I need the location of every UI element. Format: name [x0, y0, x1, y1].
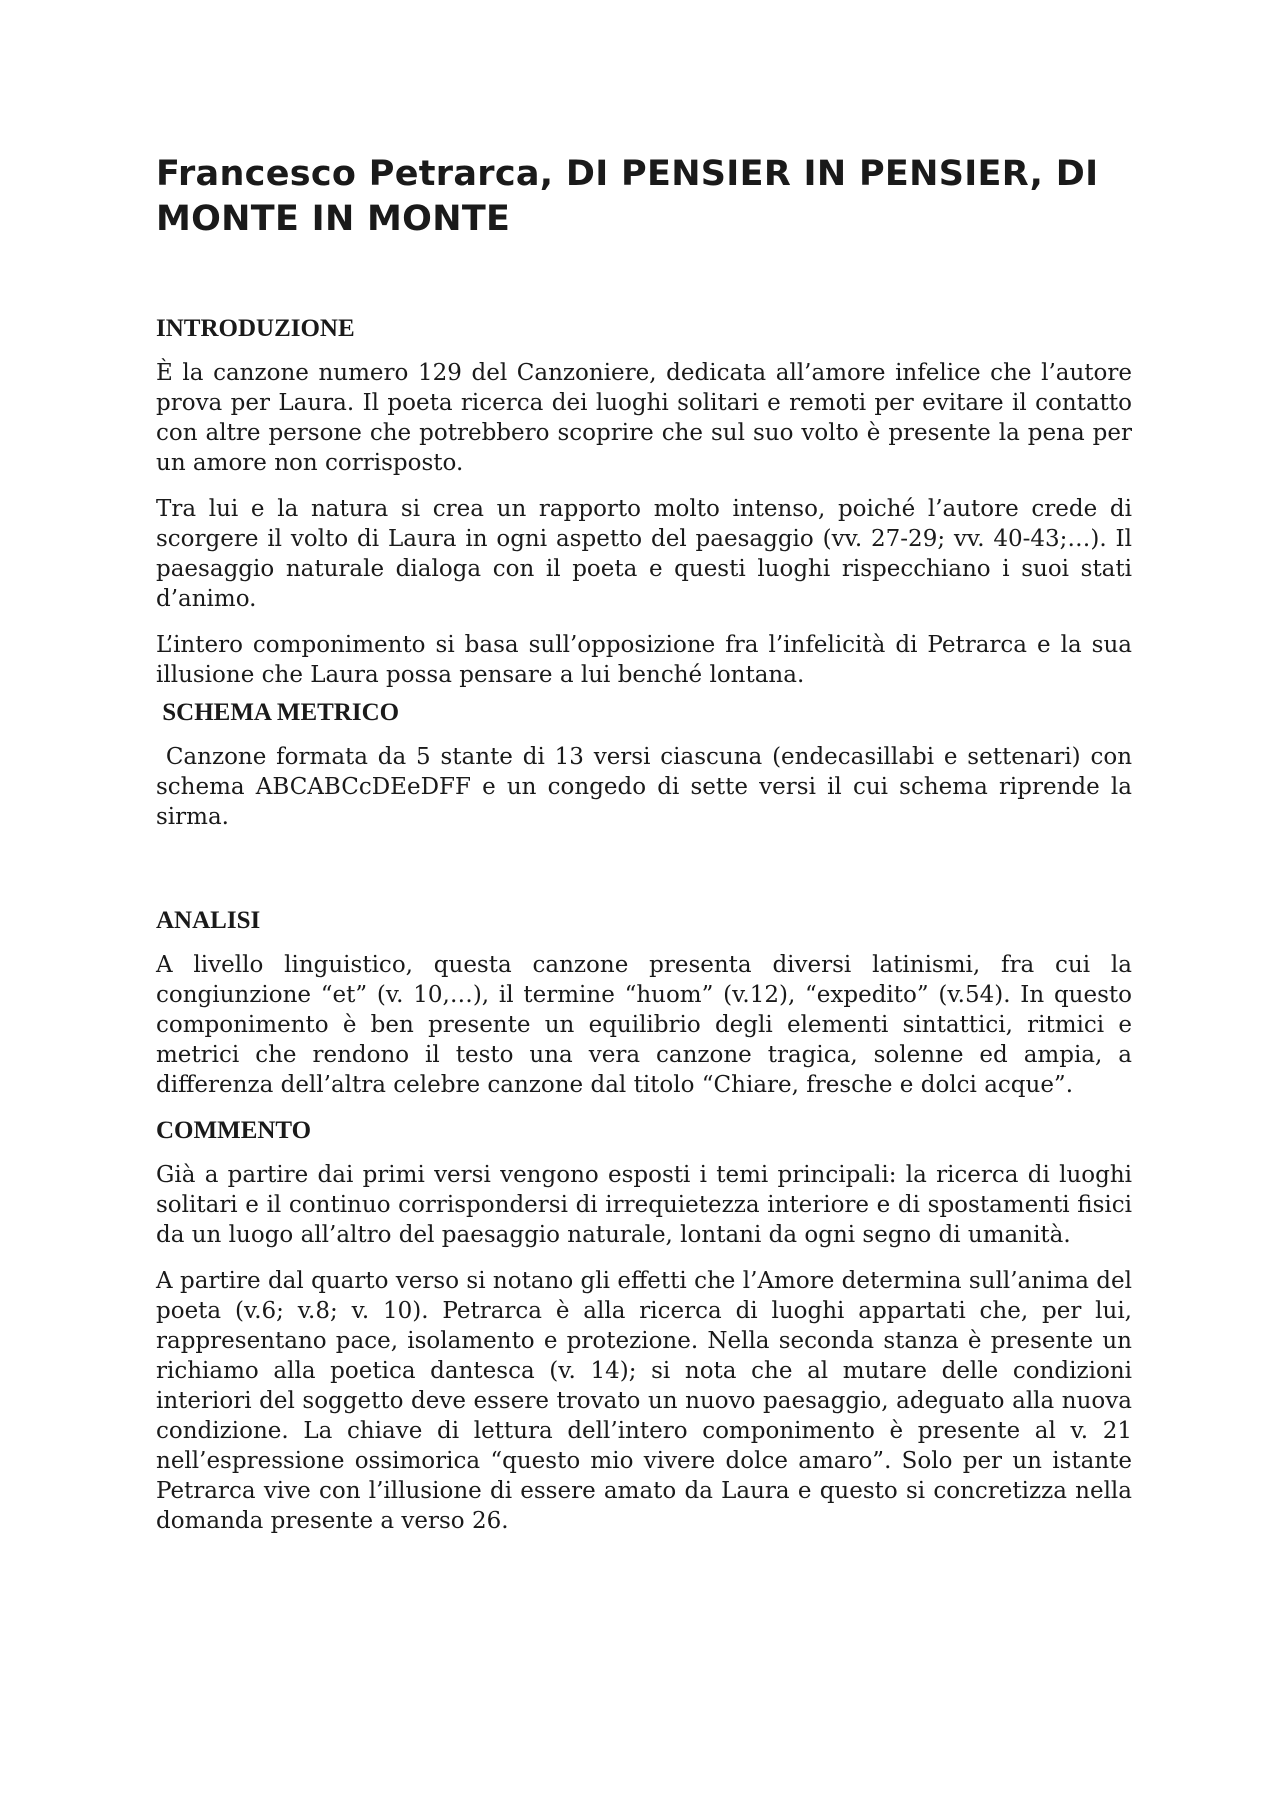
paragraph-commento-1: Già a partire dai primi versi vengono esposti i temi principali: la ricerca di luoghi solitari e il continuo corrispondersi di irrequietezza interiore e di spostamenti fisici da un luogo all’altro del paesaggio naturale, lontani da ogni segno di umanità. — [156, 1162, 1132, 1248]
paragraph-introduzione-3: L’intero componimento si basa sull’opposizione fra l’infelicità di Petrarca e la sua illusione che Laura possa pensare a lui benché lontana. — [156, 632, 1132, 688]
section-heading-commento: COMMENTO — [156, 1117, 312, 1144]
paragraph-commento-2: A partire dal quarto verso si notano gli effetti che l’Amore determina sull’anima del poeta (v.6; v.8; v. 10). Petrarca è alla ricerca di luoghi appartati che, per lui, rappresentano pace, isolamento e protezione. Nella seconda stanza è presente un richiamo alla poetica dantesca (v. 14); si nota che al mutare delle condizioni interiori del soggetto deve essere trovato un nuovo paesaggio, adeguato alla nuova condizione. La chiave di lettura dell’intero componimento è presente al v. 21 nell’espressione ossimorica “questo mio vivere dolce amaro”. Solo per un istante Petrarca vive con l’illusione di essere amato da Laura e questo si concretizza nella domanda presente a verso 26. — [156, 1268, 1132, 1534]
paragraph-analisi-1: A livello linguistico, questa canzone presenta diversi latinismi, fra cui la congiunzione “et” (v. 10,…), il termine “huom” (v.12), “expedito” (v.54). In questo componimento è ben presente un equilibrio degli elementi sintattici, ritmici e metrici che rendono il testo una vera canzone tragica, solenne ed ampia, a differenza dell’altra celebre canzone dal titolo “Chiare, fresche e dolci acque”. — [156, 952, 1132, 1098]
paragraph-schema-metrico: Canzone formata da 5 stante di 13 versi ciascuna (endecasillabi e settenari) con schema ABCABCcDEeDFF e un congedo di sette versi il cui schema riprende la sirma. — [156, 744, 1140, 830]
document-page — [156, 152, 1140, 1552]
section-heading-analisi: ANALISI — [156, 907, 261, 934]
document-title: Francesco Petrarca, DI PENSIER IN PENSIER, DI MONTE IN MONTE — [156, 154, 1099, 239]
section-heading-schema-metrico: SCHEMA METRICO — [156, 699, 400, 726]
paragraph-introduzione-1: È la canzone numero 129 del Canzoniere, dedicata all’amore infelice che l’autore prova per Laura. Il poeta ricerca dei luoghi solitari e remoti per evitare il contatto con altre persone che potrebbero scoprire che sul suo volto è presente la pena per un amore non corrisposto. — [156, 360, 1132, 476]
section-heading-introduzione: INTRODUZIONE — [156, 315, 355, 342]
paragraph-introduzione-2: Tra lui e la natura si crea un rapporto molto intenso, poiché l’autore crede di scorgere il volto di Laura in ogni aspetto del paesaggio (vv. 27-29; vv. 40-43;…). Il paesaggio naturale dialoga con il poeta e questi luoghi rispecchiano i suoi stati d’animo. — [156, 496, 1132, 612]
